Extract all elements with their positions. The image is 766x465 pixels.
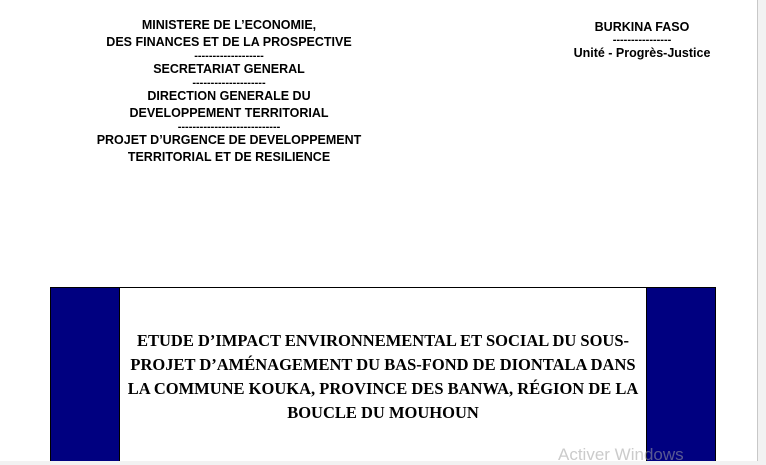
country-separator: ---------------- — [612, 34, 672, 46]
country-name: BURKINA FASO — [594, 20, 690, 34]
title-side-bar-right — [646, 288, 715, 461]
title-side-bar-left — [51, 288, 120, 461]
title-line: LA COMMUNE KOUKA, PROVINCE DES BANWA, RÉGION DE LA — [127, 379, 639, 398]
title-line: PROJET D’AMÉNAGEMENT DU BAS-FOND DE DIONTALA DANS — [130, 355, 636, 374]
ministry-name-line2: DES FINANCES ET DE LA PROSPECTIVE — [106, 35, 352, 49]
header-separator: ---------------------------- — [177, 121, 281, 133]
direction-name-line2: DEVELOPPEMENT TERRITORIAL — [129, 106, 329, 120]
title-line: ETUDE D’IMPACT ENVIRONNEMENTAL ET SOCIAL DU SOUS- — [136, 331, 630, 350]
header-separator: -------------------- — [192, 77, 266, 89]
ministry-name-line1: MINISTERE DE L’ECONOMIE, — [141, 18, 317, 32]
document-title — [121, 329, 645, 425]
direction-name-line1: DIRECTION GENERALE DU — [147, 89, 311, 103]
title-box — [50, 287, 716, 461]
country-motto: Unité - Progrès-Justice — [573, 46, 711, 60]
country-header — [557, 19, 727, 62]
project-name-line2: TERRITORIAL ET DE RESILIENCE — [127, 150, 331, 164]
activation-watermark: Activer Windows — [558, 445, 684, 464]
secretariat-name: SECRETARIAT GENERAL — [153, 62, 305, 76]
project-name-line1: PROJET D’URGENCE DE DEVELOPPEMENT — [96, 133, 362, 147]
title-line: BOUCLE DU MOUHOUN — [287, 403, 479, 422]
header-separator: ------------------- — [194, 50, 264, 62]
ministry-header — [70, 17, 388, 166]
